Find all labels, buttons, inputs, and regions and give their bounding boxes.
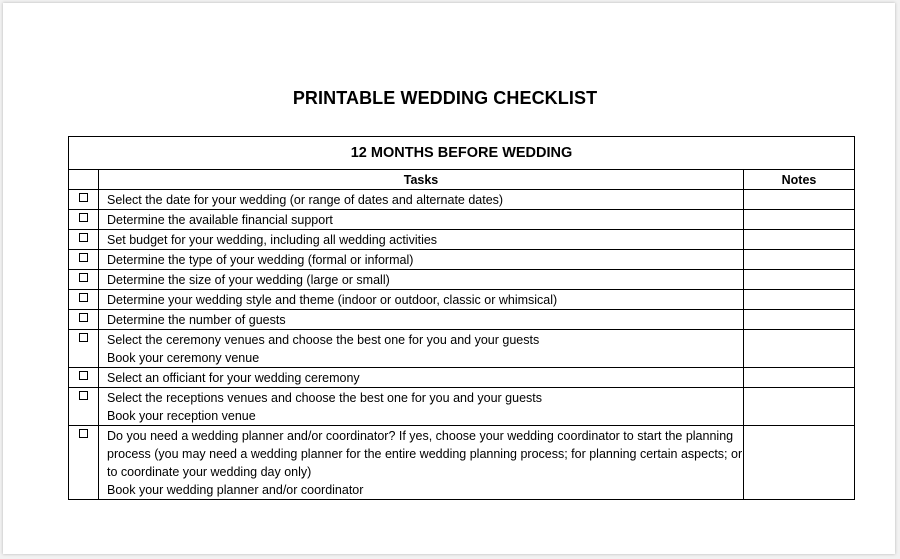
checkbox-cell [69,388,99,426]
checkbox-cell [69,250,99,270]
checkbox-icon[interactable] [79,213,88,222]
notes-cell[interactable] [744,426,855,500]
table-row [69,250,855,270]
table-row [69,388,855,426]
checkbox-icon[interactable] [79,293,88,302]
task-text: Select an officiant for your wedding ceremony [107,371,360,385]
task-text: Determine the available financial support [107,213,333,227]
task-text: Determine the number of guests [107,313,286,327]
document-page [3,3,895,554]
notes-cell[interactable] [744,368,855,388]
table-row [69,230,855,250]
task-text: Book your wedding planner and/or coordinator [107,483,364,497]
checkbox-column-header [69,170,99,190]
checkbox-cell [69,230,99,250]
checkbox-cell [69,210,99,230]
checkbox-cell [69,330,99,368]
table-row [69,368,855,388]
task-text: Do you need a wedding planner and/or coordinator? If yes, choose your wedding coordinator to start the planning process (you may need a wedding planner for the entire wedding planning process; for planning certain aspects; or to coordinate your wedding day only) [107,429,743,479]
checkbox-icon[interactable] [79,391,88,400]
checkbox-icon[interactable] [79,371,88,380]
task-cell [99,230,744,250]
tasks-column-header: Tasks [99,170,744,190]
task-cell [99,368,744,388]
table-row [69,270,855,290]
task-cell [99,426,744,500]
task-text: Determine your wedding style and theme (indoor or outdoor, classic or whimsical) [107,293,558,307]
notes-cell[interactable] [744,270,855,290]
table-row [69,310,855,330]
task-text: Select the receptions venues and choose the best one for you and your guests [107,391,543,405]
checkbox-icon[interactable] [79,313,88,322]
task-text: Determine the size of your wedding (large or small) [107,273,390,287]
column-header-row [69,170,855,190]
task-text: Determine the type of your wedding (formal or informal) [107,253,414,267]
task-text: Book your reception venue [107,409,256,423]
task-cell [99,250,744,270]
section-header-row [69,137,855,170]
table-row [69,210,855,230]
section-title: 12 MONTHS BEFORE WEDDING [69,137,855,170]
checkbox-cell [69,190,99,210]
task-text: Select the ceremony venues and choose the best one for you and your guests [107,333,540,347]
checkbox-icon[interactable] [79,233,88,242]
checkbox-cell [69,290,99,310]
checkbox-cell [69,368,99,388]
table-row [69,330,855,368]
notes-cell[interactable] [744,190,855,210]
checkbox-icon[interactable] [79,253,88,262]
notes-cell[interactable] [744,330,855,368]
notes-cell[interactable] [744,310,855,330]
checkbox-cell [69,270,99,290]
task-cell [99,270,744,290]
table-row [69,426,855,500]
checklist-table [68,136,855,500]
table-row [69,190,855,210]
notes-cell[interactable] [744,290,855,310]
task-cell [99,310,744,330]
checkbox-icon[interactable] [79,193,88,202]
notes-column-header: Notes [744,170,855,190]
notes-cell[interactable] [744,210,855,230]
notes-cell[interactable] [744,230,855,250]
task-cell [99,190,744,210]
task-text: Book your ceremony venue [107,351,260,365]
checkbox-cell [69,310,99,330]
page-title: PRINTABLE WEDDING CHECKLIST [292,88,598,108]
task-text: Set budget for your wedding, including all wedding activities [107,233,438,247]
task-cell [99,290,744,310]
task-text: Select the date for your wedding (or range of dates and alternate dates) [107,193,504,207]
checkbox-icon[interactable] [79,273,88,282]
notes-cell[interactable] [744,250,855,270]
task-cell [99,388,744,426]
checkbox-icon[interactable] [79,429,88,438]
notes-cell[interactable] [744,388,855,426]
checkbox-icon[interactable] [79,333,88,342]
table-row [69,290,855,310]
checkbox-cell [69,426,99,500]
task-cell [99,210,744,230]
task-cell [99,330,744,368]
